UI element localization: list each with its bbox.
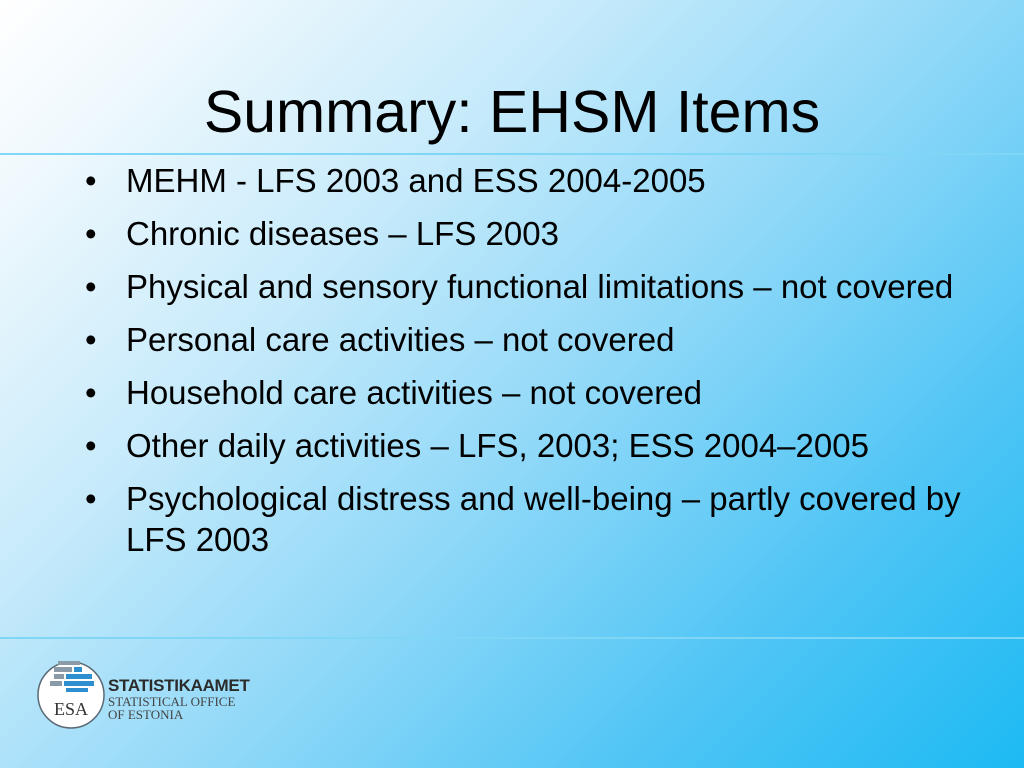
bullet-list [85,160,975,572]
slide-title: Summary: EHSM Items [203,79,821,145]
bullet-icon: • [85,321,97,358]
list-item [85,425,975,466]
list-item [85,478,975,560]
bullet-text: MEHM - LFS 2003 and ESS 2004-2005 [126,162,706,199]
bullet-text: Physical and sensory functional limitations – not covered [126,268,954,305]
logo-emblem-icon [38,661,104,728]
logo-line-3: OF ESTONIA [108,707,184,722]
logo-line-2: STATISTICAL OFFICE [108,694,236,709]
title-divider [0,153,1024,155]
bullet-text: Household care activities – not covered [126,374,702,411]
bullet-icon: • [85,427,97,464]
bullet-text: Chronic diseases – LFS 2003 [126,215,559,252]
list-item [85,213,975,254]
list-item [85,160,975,201]
bullet-icon: • [85,480,97,517]
bullet-text: Personal care activities – not covered [126,321,675,358]
bullet-icon: • [85,268,97,305]
logo-emblem-text: ESA [53,699,89,719]
bullet-icon: • [85,374,97,411]
list-item [85,372,975,413]
bullet-text: Other daily activities – LFS, 2003; ESS 2004–2005 [126,427,869,464]
footer-divider [0,637,1024,639]
bullet-text: Psychological distress and well-being – partly covered by LFS 2003 [126,480,961,558]
bullet-icon: • [85,162,97,199]
logo-line-1: STATISTIKAAMET [108,676,250,695]
logo-wordmark [108,677,250,721]
bullet-icon: • [85,215,97,252]
list-item [85,266,975,307]
list-item [85,319,975,360]
